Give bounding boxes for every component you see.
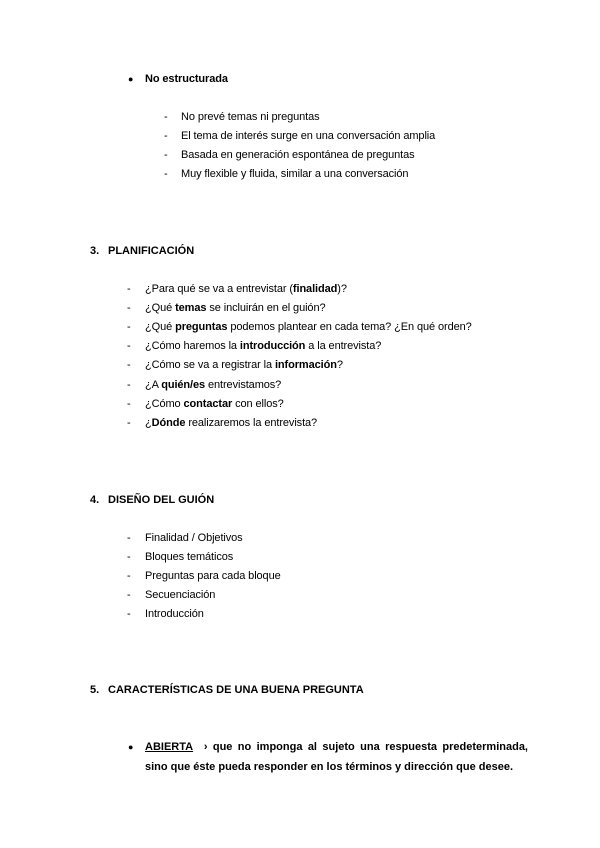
planificacion-item: ¿Cómo se va a registrar la información? bbox=[145, 359, 343, 371]
dash-icon: - bbox=[127, 532, 131, 544]
diseno-item: Finalidad / Objetivos bbox=[145, 532, 243, 544]
arrow-icon: › bbox=[203, 741, 208, 753]
planificacion-item: ¿Qué temas se incluirán en el guión? bbox=[145, 302, 326, 314]
planificacion-item: ¿Cómo contactar con ellos? bbox=[145, 398, 284, 410]
abierta-paragraph: ABIERTA › que no imponga al sujeto una respuesta predeterminada, sino que éste pueda responder en los términos y dirección que desee. bbox=[145, 741, 528, 773]
dash-icon: - bbox=[164, 168, 168, 180]
no-estructurada-item: Muy flexible y fluida, similar a una conversación bbox=[181, 168, 409, 180]
section-number: 5. bbox=[90, 684, 100, 696]
dash-icon: - bbox=[164, 130, 168, 142]
dash-icon: - bbox=[127, 321, 131, 333]
planificacion-item: ¿Dónde realizaremos la entrevista? bbox=[145, 417, 318, 429]
planificacion-item: ¿A quién/es entrevistamos? bbox=[145, 379, 282, 391]
dash-icon: - bbox=[127, 302, 131, 314]
dash-icon: - bbox=[127, 608, 131, 620]
diseno-item: Introducción bbox=[145, 608, 204, 620]
section-title-caracteristicas: CARACTERÍSTICAS DE UNA BUENA PREGUNTA bbox=[108, 684, 364, 696]
section-number: 4. bbox=[90, 494, 100, 506]
no-estructurada-item: El tema de interés surge en una conversación amplia bbox=[181, 130, 436, 142]
section-title-diseno: DISEÑO DEL GUIÓN bbox=[108, 494, 215, 506]
abierta-term: ABIERTA bbox=[145, 741, 194, 753]
no-estructurada-item: Basada en generación espontánea de preguntas bbox=[181, 149, 415, 161]
dash-icon: - bbox=[164, 149, 168, 161]
diseno-item: Preguntas para cada bloque bbox=[145, 570, 281, 582]
section-title-planificacion: PLANIFICACIÓN bbox=[108, 245, 195, 257]
dash-icon: - bbox=[164, 111, 168, 123]
diseno-item: Secuenciación bbox=[145, 589, 216, 601]
bullet-icon: ● bbox=[128, 742, 134, 752]
bullet-icon: ● bbox=[128, 74, 134, 84]
dash-icon: - bbox=[127, 551, 131, 563]
no-estructurada-item: No prevé temas ni preguntas bbox=[181, 111, 320, 123]
diseno-item: Bloques temáticos bbox=[145, 551, 234, 563]
dash-icon: - bbox=[127, 379, 131, 391]
dash-icon: - bbox=[127, 340, 131, 352]
dash-icon: - bbox=[127, 570, 131, 582]
planificacion-item: ¿Cómo haremos la introducción a la entrevista? bbox=[145, 340, 382, 352]
planificacion-item: ¿Para qué se va a entrevistar (finalidad)? bbox=[145, 283, 347, 295]
planificacion-item: ¿Qué preguntas podemos plantear en cada tema? ¿En qué orden? bbox=[145, 321, 472, 333]
dash-icon: - bbox=[127, 398, 131, 410]
dash-icon: - bbox=[127, 359, 131, 371]
no-estructurada-title: No estructurada bbox=[145, 73, 228, 85]
dash-icon: - bbox=[127, 589, 131, 601]
dash-icon: - bbox=[127, 283, 131, 295]
section-number: 3. bbox=[90, 245, 100, 257]
dash-icon: - bbox=[127, 417, 131, 429]
